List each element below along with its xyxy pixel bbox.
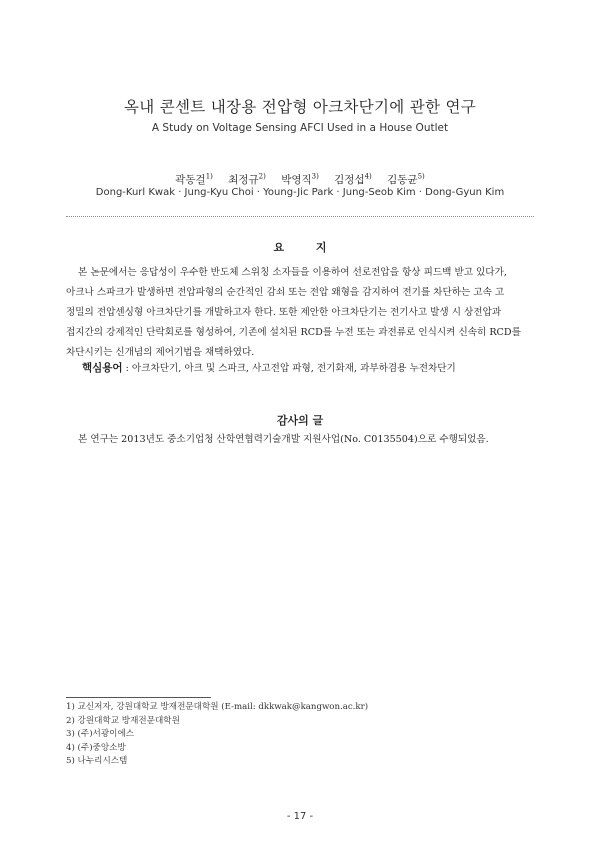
- authors-english: Dong-Kurl Kwak · Jung-Kyu Choi · Young-Jic Park · Jung-Seob Kim · Dong-Gyun Kim: [95, 187, 505, 198]
- author-4-mark: 4): [364, 172, 372, 181]
- author-1: 곽동걸$^{1)}$: [175, 172, 213, 186]
- acknowledgement-text: 본 연구는 2013년도 중소기업청 산학연협력기술개발 지원사업(No. C0135504)으로 수행되었음.: [78, 434, 489, 445]
- paper-subtitle: A Study on Voltage Sensing AFCI Used in a House Outlet: [151, 122, 449, 134]
- keywords-text: : 아크차단기, 아크 및 스파크, 사고전압 파형, 전기화재, 과부하겸용 누전차단기: [122, 363, 456, 374]
- abstract-line: 아크나 스파크가 발생하면 전압파형의 순간적인 감쇠 또는 전압 왜형을 감지하여 전기를 차단하는 고속 고: [66, 287, 505, 298]
- keywords: [82, 360, 456, 375]
- footnote-5: 5) 나누리시스템: [66, 756, 128, 766]
- author-3-mark: 3): [311, 172, 319, 181]
- abstract-line: 차단시키는 신개념의 제어기법을 채택하였다.: [66, 347, 255, 358]
- paper-title: 옥내 콘센트 내장용 전압형 아크차단기에 관한 연구: [123, 98, 477, 116]
- footnotes: [66, 701, 368, 769]
- footnote-rule: [66, 697, 211, 698]
- page-number: - 17 -: [286, 811, 314, 822]
- author-2: 최정규$^{2)}$: [228, 172, 266, 186]
- acknowledgement-body: [66, 430, 534, 450]
- author-4: 김정섭$^{4)}$: [334, 172, 372, 186]
- abstract-line: 본 논문에서는 응답성이 우수한 반도체 스위칭 소자들을 이용하여 선로전압을 항상 피드백 받고 있다가,: [78, 267, 507, 278]
- abstract-heading: 요 지: [273, 241, 341, 254]
- footnote-4: 4) (주)중앙소방: [66, 742, 126, 753]
- author-5-mark: 5): [417, 172, 425, 181]
- abstract-body: [66, 263, 534, 363]
- footnote-1: 1) 교신저자, 강원대학교 방재전문대학원 (E-mail: dkkwak@kangwon.ac.kr): [66, 702, 369, 712]
- keywords-label: 핵심용어: [82, 362, 123, 374]
- footnote-3: 3) (주)서광이에스: [66, 729, 135, 739]
- acknowledgement-heading: 감사의 글: [276, 414, 324, 427]
- abstract-line: 접지간의 강제적인 단락회로를 형성하여, 기존에 설치된 RCD를 누전 또는 과전류로 인식시켜 신속히 RCD를: [66, 327, 521, 338]
- author-2-mark: 2): [258, 172, 266, 181]
- abstract-line: 정밀의 전압센싱형 아크차단기를 개발하고자 한다. 또한 제안한 아크차단기는 전기사고 발생 시 상전압과: [66, 307, 502, 318]
- author-5: 김동균$^{5)}$: [387, 172, 425, 186]
- section-divider: [66, 216, 534, 217]
- author-1-mark: 1): [205, 172, 213, 181]
- author-3: 박영직$^{3)}$: [281, 172, 319, 186]
- authors-korean: [0, 172, 600, 187]
- footnote-2: 2) 강원대학교 방재전문대학원: [66, 715, 180, 726]
